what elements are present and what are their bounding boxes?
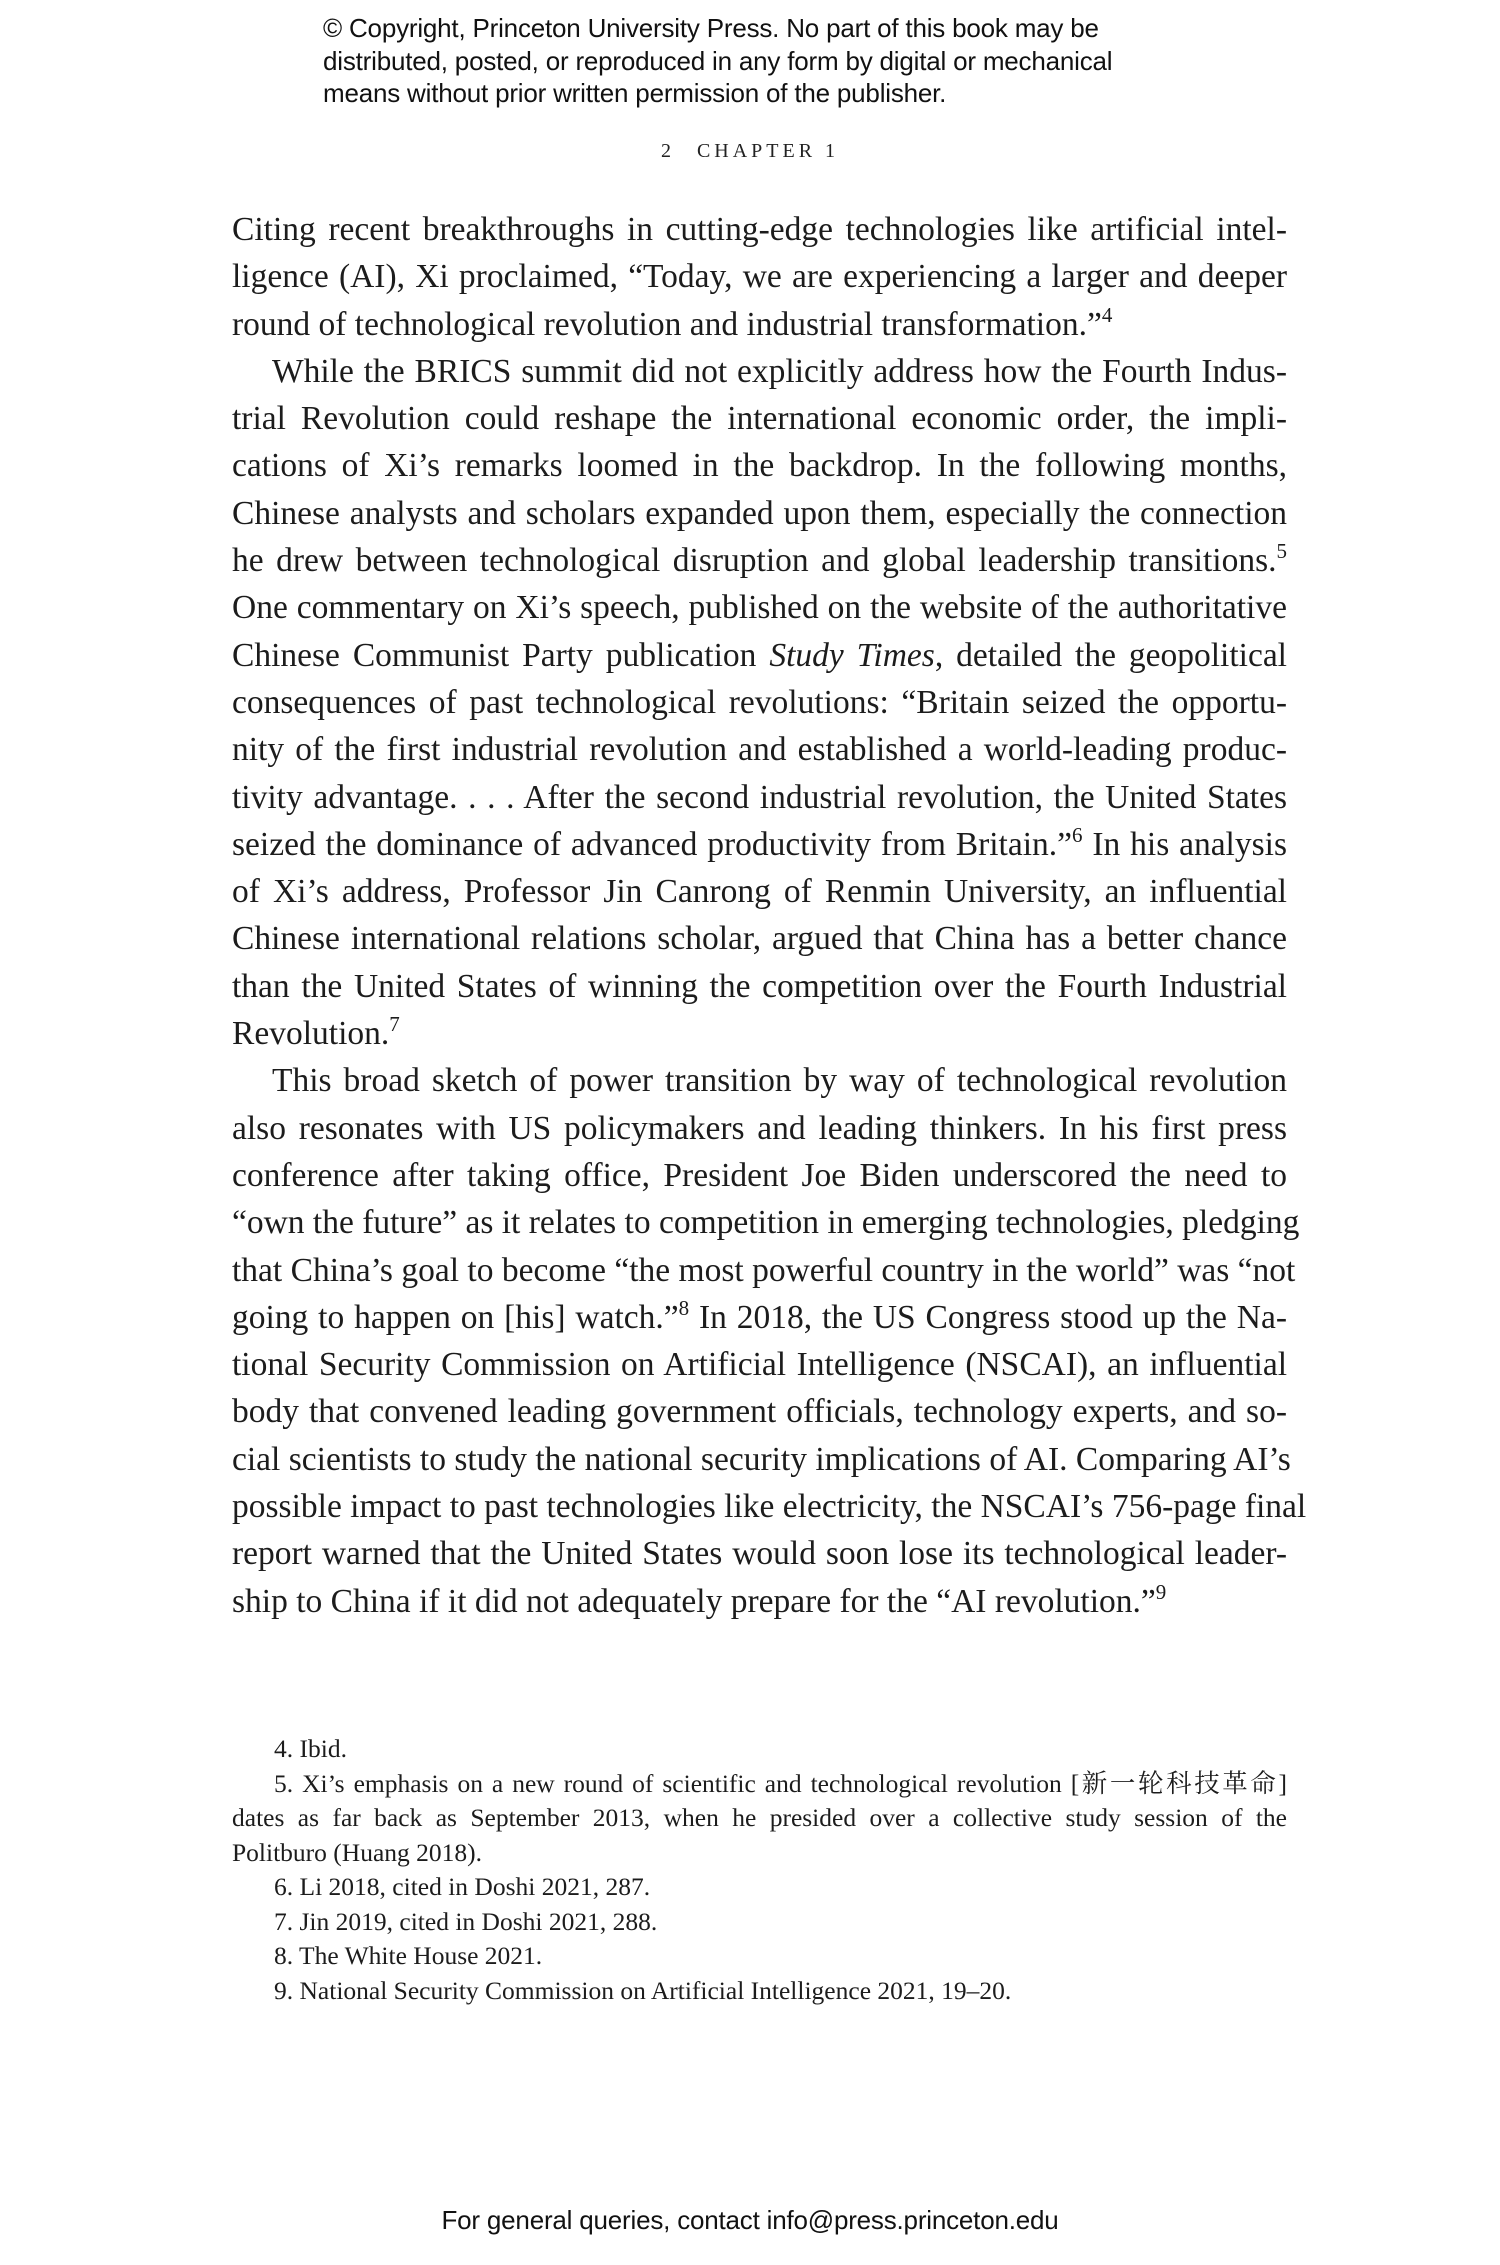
footer-contact: For general queries, contact info@press.princeton.edu: [441, 2205, 1059, 2235]
body-line: “own the future” as it relates to competition in emerging technologies, pledging: [232, 1204, 1300, 1242]
body-line: going to happen on [his] watch.”$^8$ In 2018, the US Congress stood up the Na-: [232, 1295, 1287, 1336]
page-number: 2: [660, 140, 675, 162]
body-line: One commentary on Xi’s speech, published on the website of the authoritative: [232, 589, 1287, 627]
body-line: Chinese analysts and scholars expanded upon them, especially the connection: [232, 494, 1287, 532]
footnote-ref[interactable]: 5: [1276, 539, 1287, 564]
footnote-4: 4. Ibid.: [274, 1734, 347, 1763]
footnotes: [232, 1732, 1287, 2008]
footnote-6: 6. Li 2018, cited in Doshi 2021, 287.: [274, 1872, 651, 1901]
body-line: tional Security Commission on Artificial Intelligence (NSCAI), an influential: [232, 1346, 1287, 1384]
footnote-9: 9. National Security Commission on Artificial Intelligence 2021, 19–20.: [274, 1975, 1012, 2005]
footnote-ref[interactable]: 9: [1155, 1579, 1167, 1604]
footnote-5: 5. Xi’s emphasis on a new round of scientific and technological revolution [新一轮科技革命]: [274, 1768, 1287, 1798]
footnote-ref[interactable]: 7: [389, 1012, 400, 1037]
copyright-line: © Copyright, Princeton University Press. No part of this book may be: [323, 13, 1099, 43]
footnote-ref[interactable]: 6: [1072, 822, 1083, 847]
body-line: tivity advantage. . . . After the second industrial revolution, the United States: [232, 778, 1287, 816]
publication-title: Study Times: [769, 636, 935, 674]
copyright-notice: [323, 12, 1223, 110]
body-line: body that convened leading government officials, technology experts, and so-: [232, 1393, 1287, 1431]
body-line: he drew between technological disruption and global leadership transitions.$^5$: [232, 539, 1287, 580]
body-line: seized the dominance of advanced productivity from Britain.”$^6$ In his analysis: [232, 822, 1287, 863]
body-line: Chinese Communist Party publication Study Times, detailed the geopolitical: [232, 636, 1287, 674]
footnote-ref[interactable]: 4: [1101, 302, 1113, 327]
body-line: that China’s goal to become “the most powerful country in the world” was “not: [232, 1251, 1296, 1289]
body-line: round of technological revolution and industrial transformation.”$^4$: [232, 302, 1113, 343]
chapter-title: CHAPTER 1: [696, 140, 840, 162]
body-line: This broad sketch of power transition by way of technological revolution: [272, 1062, 1287, 1100]
footnote-7: 7. Jin 2019, cited in Doshi 2021, 288.: [274, 1906, 658, 1936]
body-text: [232, 206, 1307, 1625]
body-line: Chinese international relations scholar, argued that China has a better chance: [232, 920, 1287, 958]
body-line: possible impact to past technologies like electricity, the NSCAI’s 756-page final: [232, 1488, 1307, 1526]
copyright-line: distributed, posted, or reproduced in any form by digital or mechanical: [323, 45, 1113, 76]
body-line: report warned that the United States would soon lose its technological leader-: [232, 1535, 1287, 1573]
body-line: ship to China if it did not adequately prepare for the “AI revolution.”$^9$: [232, 1579, 1167, 1620]
body-line: also resonates with US policymakers and leading thinkers. In his first press: [232, 1109, 1287, 1147]
body-line: of Xi’s address, Professor Jin Canrong of Renmin University, an influential: [232, 873, 1287, 911]
running-head: [0, 140, 1500, 163]
body-line: While the BRICS summit did not explicitly address how the Fourth Indus-: [272, 352, 1287, 390]
body-line: cial scientists to study the national security implications of AI. Comparing AI’s: [232, 1440, 1291, 1478]
body-line: than the United States of winning the competition over the Fourth Industrial: [232, 967, 1287, 1005]
footnote-8: 8. The White House 2021.: [274, 1941, 543, 1970]
footnote-ref[interactable]: 8: [678, 1295, 690, 1320]
body-line: trial Revolution could reshape the international economic order, the impli-: [232, 400, 1287, 438]
body-line: ligence (AI), Xi proclaimed, “Today, we are experiencing a larger and deeper: [232, 258, 1287, 296]
body-line: Revolution.$^7$: [232, 1012, 400, 1053]
body-line: conference after taking office, President Joe Biden underscored the need to: [232, 1156, 1287, 1194]
body-line: consequences of past technological revolutions: “Britain seized the opportu-: [232, 683, 1287, 721]
copyright-line: means without prior written permission of the publisher.: [323, 78, 947, 108]
body-line: Citing recent breakthroughs in cutting-edge technologies like artificial intel-: [232, 211, 1287, 248]
body-line: cations of Xi’s remarks loomed in the backdrop. In the following months,: [232, 447, 1287, 485]
footnote-5-continued: Politburo (Huang 2018).: [232, 1837, 483, 1867]
footnote-5-continued: dates as far back as September 2013, when he presided over a collective study session of the: [232, 1803, 1287, 1832]
body-line: nity of the first industrial revolution and established a world-leading produc-: [232, 731, 1287, 769]
